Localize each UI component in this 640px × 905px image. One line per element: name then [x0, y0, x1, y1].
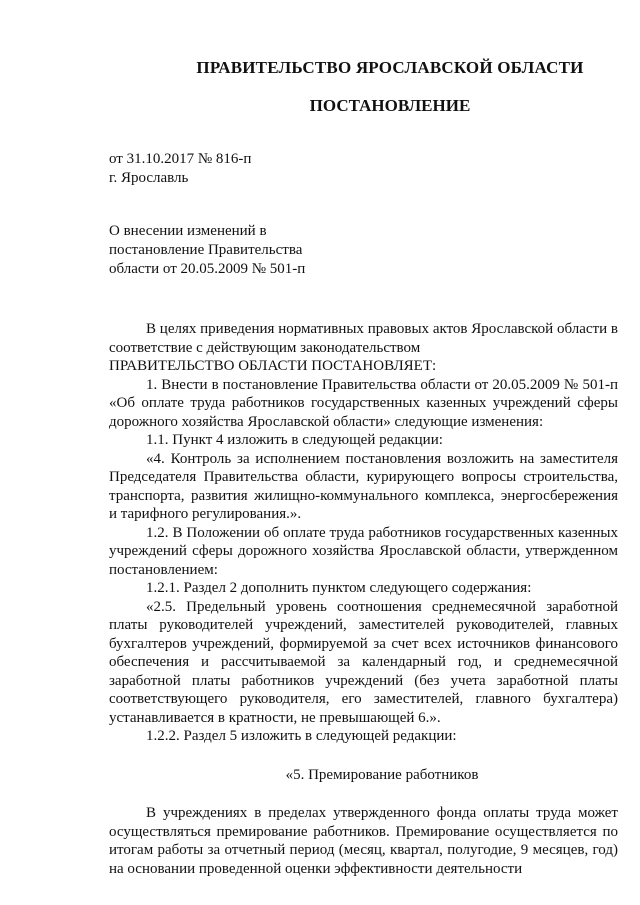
government-title: ПРАВИТЕЛЬСТВО ЯРОСЛАВСКОЙ ОБЛАСТИ	[196, 58, 584, 77]
document-meta	[109, 150, 251, 188]
document-subject	[109, 222, 305, 279]
paragraph-item-1-1: 1.1. Пункт 4 изложить в следующей редакции:	[146, 432, 443, 448]
section-title: «5. Премирование работников	[285, 766, 479, 783]
paragraph-item-1-2: 1.2. В Положении об оплате труда работников государственных казенных учреждений сферы дорожного хозяйства Ярославской области, утвержденном постановлением:	[109, 524, 618, 578]
city: г. Ярославль	[109, 170, 189, 186]
subject-line-3: области от 20.05.2009 № 501-п	[109, 261, 306, 277]
date-number: от 31.10.2017 № 816-п	[109, 151, 252, 167]
paragraph-item-1-2-2: 1.2.2. Раздел 5 изложить в следующей редакции:	[146, 728, 457, 744]
paragraph-resolves: ПРАВИТЕЛЬСТВО ОБЛАСТИ ПОСТАНОВЛЯЕТ:	[109, 358, 437, 374]
paragraph-item-1: 1. Внести в постановление Правительства области от 20.05.2009 № 501-п «Об оплате труда работников государственных казенных учреждений сферы дорожного хозяйства Ярославской области» следующие изменения:	[109, 376, 618, 430]
paragraph-item-1-2-1: 1.2.1. Раздел 2 дополнить пунктом следующего содержания:	[146, 580, 532, 596]
subject-line-1: О внесении изменений в	[109, 223, 267, 239]
paragraph-preamble: В целях приведения нормативных правовых актов Ярославской области в соответствие с действующим законодательством	[109, 321, 618, 356]
paragraph-bonus: В учреждениях в пределах утвержденного фонда оплаты труда может осуществляться премирование работников. Премирование осуществляется по итогам работы за отчетный период (месяц, квартал, полугодие, 9 месяцев, год) на основании проведенной оценки эффективности деятельности	[109, 805, 618, 877]
document-body	[109, 320, 618, 878]
paragraph-quote-2-5: «2.5. Предельный уровень соотношения среднемесячной заработной платы руководителей учреждений, заместителей руководителей, главных бухгалтеров учреждений, формируемой за счет всех источников финансового обеспечения и рассчитываемой за календарный год, и среднемесячной заработной платы работников учреждений (без учета заработной платы соответствующего руководителя, его заместителей, главного бухгалтера) устанавливается в кратности, не превышающей 6.».	[109, 598, 618, 726]
paragraph-quote-4: «4. Контроль за исполнением постановления возложить на заместителя Председателя Правительства области, курирующего вопросы строительства, транспорта, развития жилищно-коммунального комплекса, энергосбережения и тарифного регулирования.».	[109, 450, 618, 522]
document-type: ПОСТАНОВЛЕНИЕ	[309, 96, 471, 115]
subject-line-2: постановление Правительства	[109, 242, 303, 258]
